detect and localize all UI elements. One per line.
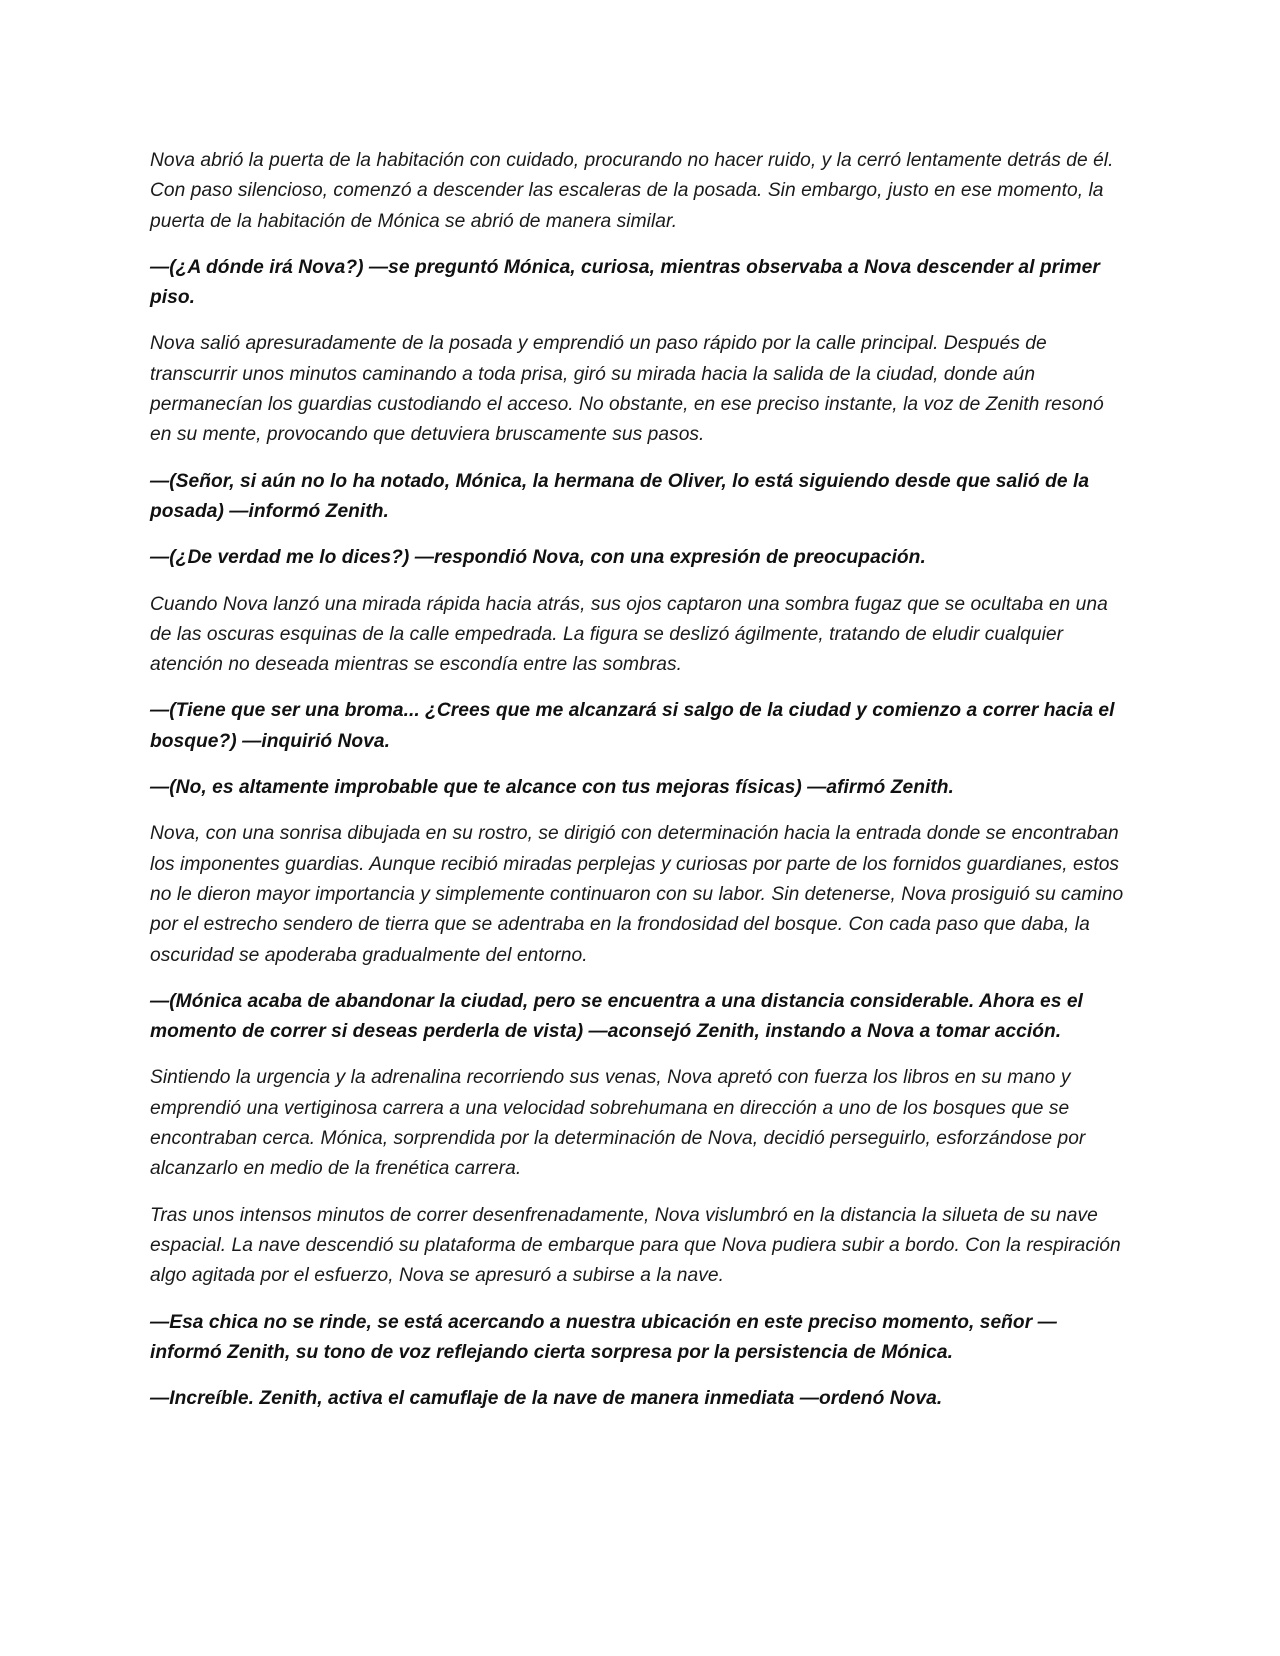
dialogue-paragraph: —(Tiene que ser una broma... ¿Crees que me alcanzará si salgo de la ciudad y comienzo a correr hacia el bosque?) —inquirió Nova.: [150, 700, 1115, 752]
dialogue-paragraph: —Increíble. Zenith, activa el camuflaje de la nave de manera inmediata —ordenó Nova.: [150, 1388, 943, 1410]
dialogue-paragraph: —(No, es altamente improbable que te alcance con tus mejoras físicas) —afirmó Zenith.: [150, 777, 954, 799]
narration-paragraph: Cuando Nova lanzó una mirada rápida hacia atrás, sus ojos captaron una sombra fugaz que se ocultaba en una de las oscuras esquinas de la calle empedrada. La figura se deslizó ágilmente, tratando de eludir cualquier atención no deseada mientras se escondía entre las sombras.: [150, 593, 1108, 676]
dialogue-paragraph: —(Mónica acaba de abandonar la ciudad, pero se encuentra a una distancia considerable. Ahora es el momento de correr si deseas perderla de vista) —aconsejó Zenith, instando a Nova a tomar acción.: [150, 990, 1083, 1043]
narration-paragraph: Sintiendo la urgencia y la adrenalina recorriendo sus venas, Nova apretó con fuerza los libros en su mano y emprendió una vertiginosa carrera a una velocidad sobrehumana en dirección a uno de los bosques que se encontraban cerca. Mónica, sorprendida por la determinación de Nova, decidió perseguirlo, esforzándose por alcanzarlo en medio de la frenética carrera.: [150, 1067, 1086, 1180]
narration-paragraph: Tras unos intensos minutos de correr desenfrenadamente, Nova vislumbró en la distancia la silueta de su nave espacial. La nave descendió su plataforma de embarque para que Nova pudiera subir a bordo. Con la respiración algo agitada por el esfuerzo, Nova se apresuró a subirse a la nave.: [150, 1204, 1121, 1287]
narration-paragraph: Nova, con una sonrisa dibujada en su rostro, se dirigió con determinación hacia la entrada donde se encontraban los imponentes guardias. Aunque recibió miradas perplejas y curiosas por parte de los fornidos guardianes, estos no le dieron mayor importancia y simplemente continuaron con su labor. Sin detenerse, Nova prosiguió su camino por el estrecho sendero de tierra que se adentraba en la frondosidad del bosque. Con cada paso que daba, la oscuridad se apoderaba gradualmente del entorno.: [150, 823, 1124, 966]
narration-paragraph: Nova abrió la puerta de la habitación con cuidado, procurando no hacer ruido, y la cerró lentamente detrás de él. Con paso silencioso, comenzó a descender las escaleras de la posada. Sin embargo, justo en ese momento, la puerta de la habitación de Mónica se abrió de manera similar.: [150, 150, 1114, 232]
document-body: [150, 146, 1125, 1430]
dialogue-paragraph: —(¿De verdad me lo dices?) —respondió Nova, con una expresión de preocupación.: [150, 547, 926, 569]
dialogue-paragraph: —(Señor, si aún no lo ha notado, Mónica, la hermana de Oliver, lo está siguiendo desde que salió de la posada) —informó Zenith.: [150, 470, 1090, 522]
dialogue-paragraph: —Esa chica no se rinde, se está acercando a nuestra ubicación en este preciso momento, señor —informó Zenith, su tono de voz reflejando cierta sorpresa por la persistencia de Mónica.: [150, 1311, 1057, 1363]
dialogue-paragraph: —(¿A dónde irá Nova?) —se preguntó Mónica, curiosa, mientras observaba a Nova descender al primer piso.: [150, 256, 1100, 309]
narration-paragraph: Nova salió apresuradamente de la posada y emprendió un paso rápido por la calle principal. Después de transcurrir unos minutos caminando a toda prisa, giró su mirada hacia la salida de la ciudad, donde aún permanecían los guardias custodiando el acceso. No obstante, en ese preciso instante, la voz de Zenith resonó en su mente, provocando que detuviera bruscamente sus pasos.: [150, 333, 1104, 446]
